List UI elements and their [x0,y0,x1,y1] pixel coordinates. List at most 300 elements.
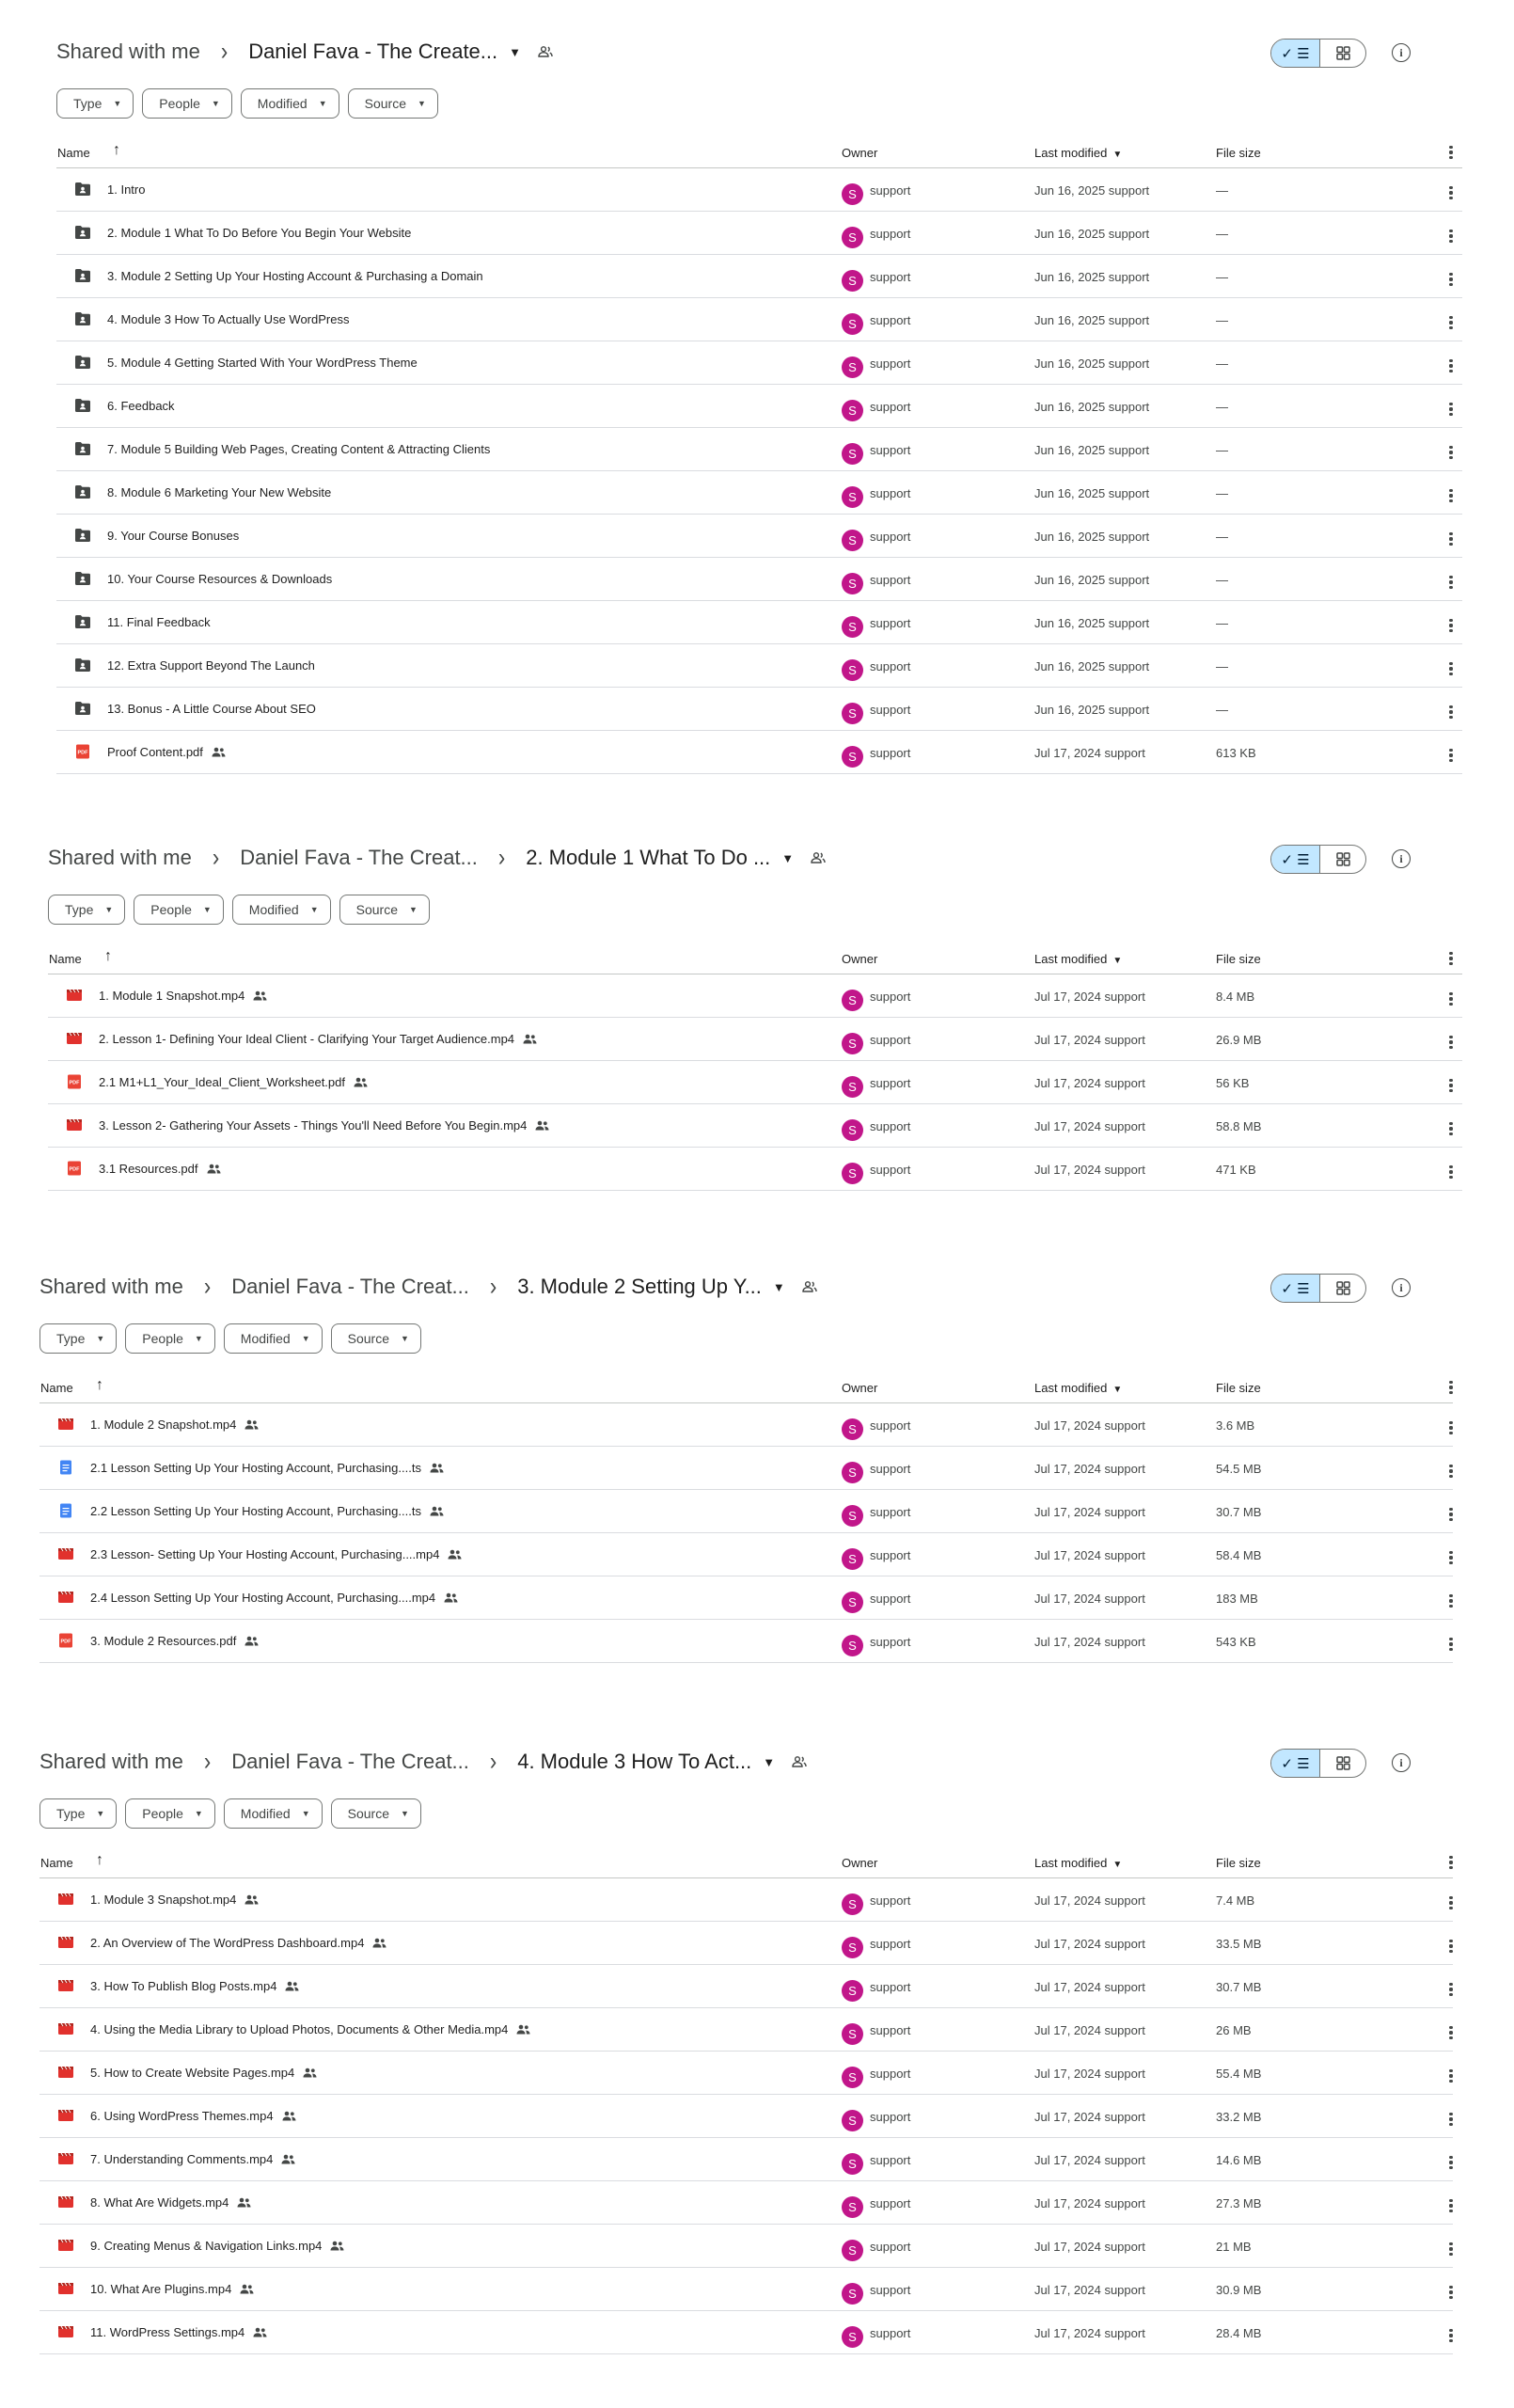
dropdown-arrow-icon: ▼ [211,99,220,108]
avatar: S [842,1462,863,1483]
table-row[interactable] [39,2225,1453,2268]
breadcrumb-item[interactable]: 2. Module 1 What To Do ... [526,846,771,869]
sort-caret-down-icon: ▼ [1112,150,1123,160]
last-modified: Jul 17, 2024 support [1034,2240,1145,2254]
more-options-icon[interactable] [1448,1418,1454,1437]
file-size: — [1216,313,1228,327]
table-row[interactable] [39,1922,1453,1965]
more-options-icon[interactable] [1448,1635,1454,1654]
breadcrumb-item[interactable]: Daniel Fava - The Create... [248,40,498,63]
more-options-icon[interactable] [1448,2326,1454,2345]
header-more-options-icon[interactable] [1448,949,1454,968]
more-options-icon[interactable] [1448,1033,1454,1052]
column-header-label: Last modified [1034,952,1108,966]
file-name: 2.3 Lesson- Setting Up Your Hosting Account, Purchasing....mp4 [90,1547,440,1561]
file-size: 55.4 MB [1216,2067,1262,2081]
file-name: 6. Using WordPress Themes.mp4 [90,2109,274,2123]
breadcrumb-item[interactable]: Daniel Fava - The Creat... [231,1750,469,1773]
file-name: 10. What Are Plugins.mp4 [90,2282,232,2296]
file-name: 5. Module 4 Getting Started With Your WordPress Theme [107,356,418,370]
column-header-owner: Owner [842,1381,878,1395]
info-icon[interactable]: i [1392,849,1411,868]
folder-menu-caret-icon[interactable]: ▼ [781,850,795,865]
avatar: S [842,2153,863,2175]
video-icon [57,2281,74,2299]
column-header-file-size: File size [1216,1381,1261,1395]
table-row[interactable] [56,298,1462,341]
filter-chip[interactable] [331,1323,421,1354]
more-options-icon[interactable] [1448,530,1454,548]
file-name-cell [107,269,483,283]
video-icon [57,2238,74,2256]
more-options-icon[interactable] [1448,400,1454,419]
table-row[interactable] [56,601,1462,644]
filter-chip-label: Source [355,902,398,917]
file-name-cell [90,1979,299,1993]
more-options-icon[interactable] [1448,1592,1454,1610]
filter-chip[interactable] [232,895,331,925]
file-size: 8.4 MB [1216,990,1255,1004]
table-row[interactable] [56,644,1462,688]
shared-people-icon [237,2197,251,2208]
dropdown-arrow-icon: ▼ [309,905,319,914]
shared-people-icon [303,2067,317,2078]
file-name: 6. Feedback [107,399,175,413]
grid-view-button[interactable] [1320,1275,1365,1302]
owner-name: support [870,1033,911,1047]
more-options-icon[interactable] [1448,270,1454,289]
owner-name: support [870,1548,911,1562]
avatar: S [842,530,863,551]
owner-name: support [870,2240,911,2254]
file-name: 3. Module 2 Resources.pdf [90,1634,237,1648]
list-view-button[interactable]: ✓ ☰ [1271,846,1320,873]
breadcrumb-item[interactable]: 3. Module 2 Setting Up Y... [517,1275,762,1298]
file-size: — [1216,703,1228,717]
filter-chip[interactable] [56,88,134,119]
last-modified: Jul 17, 2024 support [1034,1592,1145,1606]
file-name-cell [90,2282,254,2296]
dropdown-arrow-icon: ▼ [318,99,327,108]
more-options-icon[interactable] [1448,486,1454,505]
breadcrumb-item[interactable]: Daniel Fava - The Creat... [231,1275,469,1298]
more-options-icon[interactable] [1448,227,1454,246]
shared-people-icon [430,1506,444,1516]
shared-people-icon [253,2327,267,2337]
filter-chip-label: Type [73,96,103,111]
column-header-name[interactable]: Name [49,952,82,966]
shared-folder-people-icon [792,1756,807,1767]
owner-name: support [870,1418,911,1433]
more-options-icon[interactable] [1448,659,1454,678]
file-name: 7. Understanding Comments.mp4 [90,2152,274,2166]
table-row[interactable] [39,2138,1453,2181]
avatar: S [842,2110,863,2131]
drive-section-2 [48,839,1462,1191]
table-row[interactable] [56,471,1462,515]
more-options-icon[interactable] [1448,1893,1454,1912]
last-modified: Jul 17, 2024 support [1034,1548,1145,1562]
file-name-cell [107,745,226,759]
shared-people-icon [444,1592,458,1603]
avatar: S [842,1505,863,1527]
more-options-icon[interactable] [1448,2283,1454,2302]
breadcrumb [39,1268,817,1306]
avatar: S [842,573,863,594]
table-row[interactable] [48,1018,1462,1061]
file-size: 14.6 MB [1216,2153,1262,2167]
more-options-icon[interactable] [1448,1937,1454,1956]
table-row[interactable] [48,1061,1462,1104]
sort-caret-down-icon: ▼ [1112,1385,1123,1395]
file-size: — [1216,356,1228,371]
avatar: S [842,227,863,248]
filter-chip[interactable] [39,1323,117,1354]
drive-section-3 [39,1268,1453,1663]
avatar: S [842,1418,863,1440]
file-size: 30.9 MB [1216,2283,1262,2297]
last-modified: Jul 17, 2024 support [1034,1980,1145,1994]
svg-text:PDF: PDF [60,1639,71,1645]
filter-chip-label: People [142,1331,183,1346]
breadcrumb-item[interactable]: Shared with me [39,1750,183,1773]
filter-chip[interactable] [125,1323,215,1354]
file-name: 2. Lesson 1- Defining Your Ideal Client - Clarifying Your Target Audience.mp4 [99,1032,515,1046]
dropdown-arrow-icon: ▼ [194,1334,203,1343]
grid-view-button[interactable] [1320,40,1365,67]
filter-chip-label: Modified [240,1331,291,1346]
pdf-icon [74,744,91,762]
view-toggle [1270,845,1366,874]
header-more-options-icon[interactable] [1448,1853,1454,1872]
more-options-icon[interactable] [1448,2240,1454,2258]
filter-chip[interactable] [142,88,232,119]
more-options-icon[interactable] [1448,1548,1454,1567]
owner-name: support [870,703,911,717]
file-size: 26 MB [1216,2023,1252,2037]
file-name-cell [99,1075,368,1089]
shared-folder-icon [74,571,91,589]
column-header-label: Last modified [1034,1381,1108,1395]
filter-chip[interactable] [48,895,125,925]
last-modified: Jun 16, 2025 support [1034,183,1150,198]
owner-name: support [870,443,911,457]
more-options-icon[interactable] [1448,573,1454,592]
table-row[interactable] [39,1878,1453,1922]
breadcrumb-item[interactable]: Shared with me [48,846,192,869]
header-more-options-icon[interactable] [1448,143,1454,162]
file-size: — [1216,573,1228,587]
file-name: 12. Extra Support Beyond The Launch [107,658,315,673]
file-size: — [1216,616,1228,630]
last-modified: Jun 16, 2025 support [1034,313,1150,327]
owner-name: support [870,1076,911,1090]
sort-arrow-up-icon[interactable]: ↑ [96,1852,103,1868]
last-modified: Jul 17, 2024 support [1034,1635,1145,1649]
doc-icon [57,1503,74,1521]
dropdown-arrow-icon: ▼ [113,99,122,108]
shared-folder-icon [74,355,91,372]
more-options-icon[interactable] [1448,2153,1454,2172]
doc-icon [57,1460,74,1478]
last-modified: Jun 16, 2025 support [1034,356,1150,371]
grid-view-button[interactable] [1320,846,1365,873]
shared-folder-people-icon [802,1281,817,1292]
dropdown-arrow-icon: ▼ [96,1334,105,1343]
more-options-icon[interactable] [1448,1076,1454,1095]
breadcrumb-item[interactable]: Shared with me [56,40,200,63]
sort-arrow-up-icon[interactable]: ↑ [104,948,112,964]
dropdown-arrow-icon: ▼ [418,99,426,108]
dropdown-arrow-icon: ▼ [301,1809,310,1818]
folder-menu-caret-icon[interactable]: ▼ [772,1279,785,1294]
avatar: S [842,616,863,638]
column-header-last-modified[interactable] [1034,146,1122,160]
table-row[interactable] [56,731,1462,774]
filter-chip[interactable] [348,88,438,119]
filter-chip-label: Modified [257,96,308,111]
table-row[interactable] [39,2008,1453,2052]
breadcrumb-item[interactable]: Daniel Fava - The Creat... [240,846,478,869]
file-name: 3.1 Resources.pdf [99,1162,198,1176]
last-modified: Jul 17, 2024 support [1034,1163,1145,1177]
filter-chip[interactable] [224,1323,323,1354]
owner-name: support [870,1505,911,1519]
file-name: 1. Module 1 Snapshot.mp4 [99,989,245,1003]
video-icon [57,2065,74,2083]
sort-arrow-up-icon[interactable]: ↑ [96,1377,103,1393]
more-options-icon[interactable] [1448,1119,1454,1138]
more-options-icon[interactable] [1448,1163,1454,1181]
file-name-cell [90,1634,259,1648]
filter-chip[interactable] [125,1798,215,1829]
dropdown-arrow-icon: ▼ [409,905,418,914]
last-modified: Jul 17, 2024 support [1034,1119,1145,1133]
filter-chip[interactable] [241,88,339,119]
shared-people-icon [244,1419,259,1430]
breadcrumb-item[interactable]: Shared with me [39,1275,183,1298]
file-name: 2.4 Lesson Setting Up Your Hosting Account, Purchasing....mp4 [90,1591,436,1605]
table-row[interactable] [39,2052,1453,2095]
table-row[interactable] [39,1533,1453,1576]
file-size: 471 KB [1216,1163,1256,1177]
last-modified: Jul 17, 2024 support [1034,2283,1145,2297]
table-row[interactable] [39,1576,1453,1620]
table-row[interactable] [39,1620,1453,1663]
breadcrumb [48,839,826,877]
column-header-owner: Owner [842,146,878,160]
table-row[interactable] [56,212,1462,255]
file-name: 10. Your Course Resources & Downloads [107,572,333,586]
file-name-cell [107,226,411,240]
shared-people-icon [282,2111,296,2121]
table-row[interactable] [56,558,1462,601]
table-row[interactable] [56,428,1462,471]
owner-name: support [870,2023,911,2037]
more-options-icon[interactable] [1448,1980,1454,1999]
table-row[interactable] [56,255,1462,298]
file-name-cell [107,485,331,499]
avatar: S [842,356,863,378]
owner-name: support [870,616,911,630]
column-header-label: Last modified [1034,146,1108,160]
last-modified: Jul 17, 2024 support [1034,2196,1145,2210]
file-name: Proof Content.pdf [107,745,203,759]
filter-chip[interactable] [224,1798,323,1829]
breadcrumb [39,1743,807,1781]
shared-people-icon [212,747,226,757]
filter-chip[interactable] [331,1798,421,1829]
video-icon [66,1117,83,1135]
file-name: 11. Final Feedback [107,615,211,629]
table-row[interactable] [39,1447,1453,1490]
owner-name: support [870,746,911,760]
filter-chip-label: Source [364,96,406,111]
table-row[interactable] [56,341,1462,385]
file-name-cell [90,1893,259,1907]
more-options-icon[interactable] [1448,616,1454,635]
table-row[interactable] [56,688,1462,731]
avatar: S [842,1592,863,1613]
table-row[interactable] [39,2181,1453,2225]
avatar: S [842,2283,863,2305]
video-icon [57,1978,74,1996]
file-name-cell [107,615,211,629]
table-row[interactable] [39,2268,1453,2311]
avatar: S [842,1635,863,1656]
file-name-cell [99,1032,537,1046]
info-icon[interactable]: i [1392,1278,1411,1297]
table-row[interactable] [56,515,1462,558]
table-row[interactable] [48,974,1462,1018]
table-row[interactable] [56,168,1462,212]
column-header-name[interactable]: Name [57,146,90,160]
owner-name: support [870,183,911,198]
chevron-right-icon: › [212,843,220,872]
file-list [56,168,1462,774]
table-row[interactable] [56,385,1462,428]
filter-chip[interactable] [39,1798,117,1829]
folder-menu-caret-icon[interactable]: ▼ [509,44,521,59]
breadcrumb-item[interactable]: 4. Module 3 How To Act... [517,1750,752,1773]
list-view-button[interactable]: ✓ ☰ [1271,1275,1320,1302]
more-options-icon[interactable] [1448,313,1454,332]
last-modified: Jul 17, 2024 support [1034,1937,1145,1951]
dropdown-arrow-icon: ▼ [104,905,114,914]
table-row[interactable] [39,2095,1453,2138]
table-row[interactable] [48,1148,1462,1191]
more-options-icon[interactable] [1448,1505,1454,1524]
list-view-button[interactable]: ✓ ☰ [1271,40,1320,67]
file-name-cell [107,572,332,586]
avatar: S [842,313,863,335]
last-modified: Jul 17, 2024 support [1034,1505,1145,1519]
more-options-icon[interactable] [1448,990,1454,1008]
sort-arrow-up-icon[interactable]: ↑ [113,142,120,158]
last-modified: Jul 17, 2024 support [1034,2153,1145,2167]
table-row[interactable] [39,2311,1453,2354]
last-modified: Jun 16, 2025 support [1034,486,1150,500]
table-row[interactable] [39,1403,1453,1447]
svg-text:PDF: PDF [69,1166,80,1173]
column-header-name[interactable]: Name [40,1856,73,1870]
file-name: 2.1 Lesson Setting Up Your Hosting Account, Purchasing....ts [90,1461,421,1475]
table-header [48,943,1462,974]
table-row[interactable] [39,1965,1453,2008]
last-modified: Jun 16, 2025 support [1034,400,1150,414]
last-modified: Jul 17, 2024 support [1034,1033,1145,1047]
avatar: S [842,486,863,508]
column-header-name[interactable]: Name [40,1381,73,1395]
avatar: S [842,659,863,681]
last-modified: Jun 16, 2025 support [1034,530,1150,544]
sort-caret-down-icon: ▼ [1112,956,1123,966]
chevron-right-icon: › [489,1272,497,1301]
file-size: 7.4 MB [1216,1893,1255,1908]
dropdown-arrow-icon: ▼ [401,1809,409,1818]
column-header-last-modified[interactable] [1034,1381,1122,1395]
list-view-button[interactable]: ✓ ☰ [1271,1750,1320,1777]
file-name: 1. Module 2 Snapshot.mp4 [90,1418,237,1432]
more-options-icon[interactable] [1448,356,1454,375]
more-options-icon[interactable] [1448,183,1454,202]
file-size: — [1216,227,1228,241]
more-options-icon[interactable] [1448,746,1454,765]
column-header-owner: Owner [842,952,878,966]
owner-name: support [870,1893,911,1908]
info-icon[interactable]: i [1392,43,1411,62]
header-more-options-icon[interactable] [1448,1378,1454,1397]
avatar: S [842,400,863,421]
video-icon [66,988,83,1006]
sort-caret-down-icon: ▼ [1112,1860,1123,1870]
grid-view-button[interactable] [1320,1750,1365,1777]
more-options-icon[interactable] [1448,443,1454,462]
file-size: 54.5 MB [1216,1462,1262,1476]
video-icon [57,2108,74,2126]
file-name-cell [90,1936,386,1950]
owner-name: support [870,1119,911,1133]
avatar: S [842,746,863,768]
table-row[interactable] [39,1490,1453,1533]
folder-menu-caret-icon[interactable]: ▼ [763,1754,776,1769]
filter-chip[interactable] [339,895,430,925]
file-name: 1. Module 3 Snapshot.mp4 [90,1893,237,1907]
table-row[interactable] [48,1104,1462,1148]
view-toggle [1270,1749,1366,1778]
more-options-icon[interactable] [1448,2110,1454,2129]
file-name-cell [90,2022,530,2036]
info-icon[interactable]: i [1392,1753,1411,1772]
last-modified: Jun 16, 2025 support [1034,659,1150,673]
owner-name: support [870,1635,911,1649]
last-modified: Jul 17, 2024 support [1034,2110,1145,2124]
pdf-icon [66,1074,83,1092]
owner-name: support [870,2153,911,2167]
more-options-icon[interactable] [1448,2196,1454,2215]
column-header-last-modified[interactable] [1034,952,1122,966]
column-header-last-modified[interactable] [1034,1856,1122,1870]
chevron-right-icon: › [497,843,506,872]
more-options-icon[interactable] [1448,2067,1454,2085]
more-options-icon[interactable] [1448,2023,1454,2042]
filter-chip-label: Source [347,1331,389,1346]
last-modified: Jul 17, 2024 support [1034,2326,1145,2340]
more-options-icon[interactable] [1448,1462,1454,1481]
filter-chip[interactable] [134,895,224,925]
owner-name: support [870,1592,911,1606]
more-options-icon[interactable] [1448,703,1454,721]
